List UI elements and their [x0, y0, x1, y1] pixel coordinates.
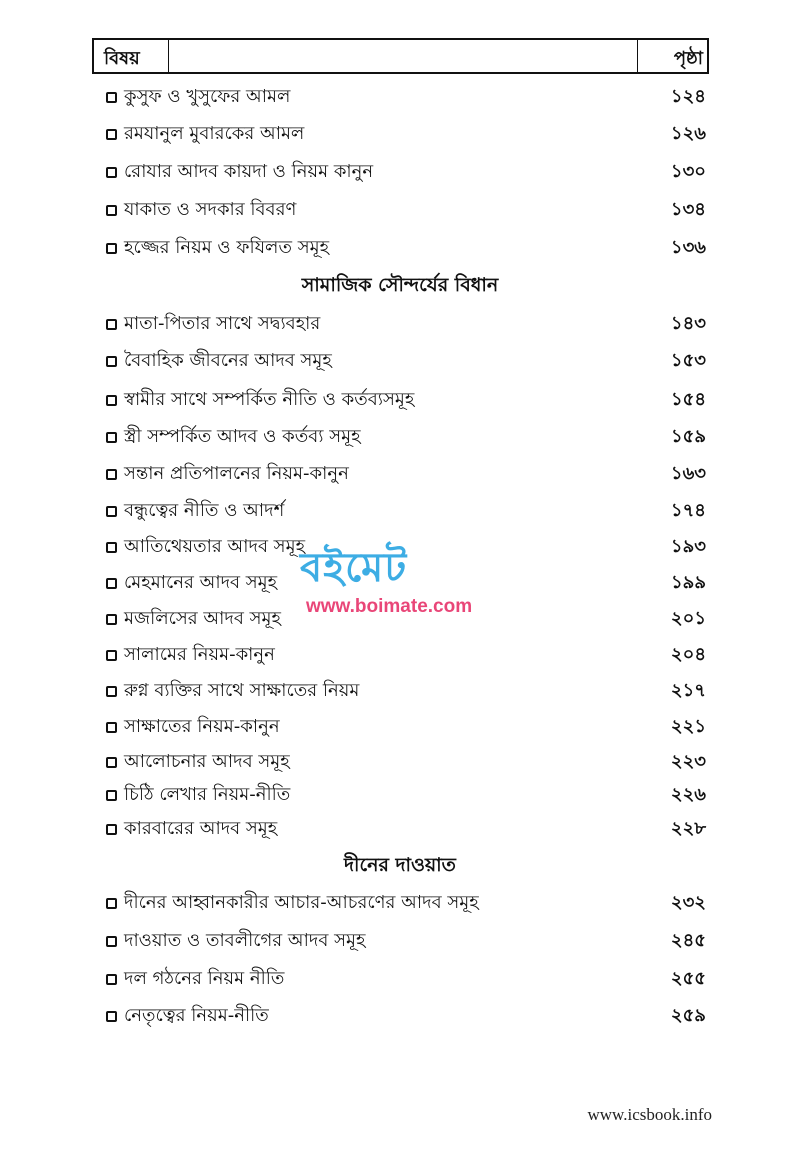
entry-title: দল গঠনের নিয়ম নীতি: [124, 967, 285, 989]
toc-entry[interactable]: [106, 496, 706, 526]
entry-page: ২২১: [670, 715, 706, 737]
entry-page: ২০৪: [670, 643, 706, 665]
checkbox-icon: [106, 469, 117, 480]
entry-title: সালামের নিয়ম-কানুন: [124, 643, 275, 665]
entry-page: ২৫৯: [670, 1004, 706, 1026]
entry-page: ২০১: [670, 607, 706, 629]
checkbox-icon: [106, 92, 117, 103]
checkbox-icon: [106, 722, 117, 733]
toc-entry[interactable]: [106, 926, 706, 956]
entry-page: ১৩৬: [670, 236, 706, 258]
entry-page: ২৫৫: [670, 967, 706, 989]
toc-entry[interactable]: [106, 309, 706, 339]
entry-page: ১২৬: [670, 122, 706, 144]
toc-entry[interactable]: [106, 195, 706, 225]
checkbox-icon: [106, 686, 117, 697]
page-header: পৃষ্ঠা: [673, 48, 703, 69]
checkbox-icon: [106, 432, 117, 443]
entry-title: নেতৃত্বের নিয়ম-নীতি: [124, 1004, 269, 1026]
entry-page: ১৯৯: [670, 571, 706, 593]
toc-entry[interactable]: [106, 346, 706, 376]
entry-page: ১৫৯: [670, 425, 706, 447]
checkbox-icon: [106, 974, 117, 985]
toc-entry[interactable]: [106, 82, 706, 112]
toc-entry[interactable]: [106, 888, 706, 918]
entry-title: বৈবাহিক জীবনের আদব সমূহ: [124, 349, 332, 371]
entry-title: হজ্জের নিয়ম ও ফযিলত সমূহ: [124, 236, 330, 258]
entry-title: দাওয়াত ও তাবলীগের আদব সমূহ: [124, 929, 366, 951]
checkbox-icon: [106, 578, 117, 589]
entry-title: রুগ্ন ব্যক্তির সাথে সাক্ষাতের নিয়ম: [124, 679, 360, 701]
checkbox-icon: [106, 167, 117, 178]
toc-entry[interactable]: [106, 422, 706, 452]
checkbox-icon: [106, 319, 117, 330]
entry-page: ১৯৩: [670, 535, 706, 557]
toc-entry[interactable]: [106, 157, 706, 187]
watermark-logo: বইমেট: [300, 545, 408, 591]
entry-page: ২২৬: [670, 783, 706, 805]
entry-title: আতিথেয়তার আদব সমূহ: [124, 535, 306, 557]
entry-page: ২২৮: [670, 817, 706, 839]
entry-title: রোযার আদব কায়দা ও নিয়ম কানুন: [124, 160, 374, 182]
section-heading-social: সামাজিক সৌন্দর্যের বিধান: [301, 274, 499, 296]
watermark: [300, 536, 520, 630]
section-heading-dawah: দীনের দাওয়াত: [344, 854, 456, 876]
entry-page: ১৭৪: [670, 499, 706, 521]
checkbox-icon: [106, 243, 117, 254]
entry-title: কুসুফ ও খুসুফের আমল: [124, 85, 291, 107]
entry-title: স্বামীর সাথে সম্পর্কিত নীতি ও কর্তব্যসমূহ: [124, 388, 415, 410]
entry-title: আলোচনার আদব সমূহ: [124, 750, 290, 772]
checkbox-icon: [106, 824, 117, 835]
entry-page: ১৩৪: [670, 198, 706, 220]
entry-title: মজলিসের আদব সমূহ: [124, 607, 281, 629]
checkbox-icon: [106, 898, 117, 909]
entry-title: মেহমানের আদব সমূহ: [124, 571, 278, 593]
entry-title: যাকাত ও সদকার বিবরণ: [124, 198, 297, 220]
toc-entry[interactable]: [106, 233, 706, 263]
toc-entry[interactable]: [106, 814, 706, 844]
entry-title: বন্ধুত্বের নীতি ও আদর্শ: [124, 499, 285, 521]
entry-page: ১৪৩: [670, 312, 706, 334]
entry-title: রমযানুল মুবারকের আমল: [124, 122, 305, 144]
checkbox-icon: [106, 506, 117, 517]
entry-title: সন্তান প্রতিপালনের নিয়ম-কানুন: [124, 462, 349, 484]
entry-page: ১২৪: [670, 85, 706, 107]
checkbox-icon: [106, 650, 117, 661]
entry-title: সাক্ষাতের নিয়ম-কানুন: [124, 715, 280, 737]
checkbox-icon: [106, 542, 117, 553]
checkbox-icon: [106, 790, 117, 801]
entry-title: চিঠি লেখার নিয়ম-নীতি: [124, 783, 291, 805]
toc-entry[interactable]: [106, 676, 706, 706]
watermark-url: www.boimate.com: [306, 596, 473, 617]
toc-entry[interactable]: [106, 119, 706, 149]
checkbox-icon: [106, 356, 117, 367]
toc-entry[interactable]: [106, 1001, 706, 1031]
entry-title: স্ত্রী সম্পর্কিত আদব ও কর্তব্য সমূহ: [124, 425, 361, 447]
entry-title: মাতা-পিতার সাথে সদ্ব্যবহার: [124, 312, 321, 334]
checkbox-icon: [106, 757, 117, 768]
entry-page: ২২৩: [670, 750, 706, 772]
toc-entry[interactable]: [106, 459, 706, 489]
subject-header: বিষয়: [104, 48, 140, 69]
toc-entry[interactable]: [106, 747, 706, 777]
checkbox-icon: [106, 614, 117, 625]
checkbox-icon: [106, 205, 117, 216]
checkbox-icon: [106, 1011, 117, 1022]
toc-entry[interactable]: [106, 712, 706, 742]
checkbox-icon: [106, 936, 117, 947]
toc-entry[interactable]: [106, 640, 706, 670]
entry-page: ১৫৪: [670, 388, 706, 410]
checkbox-icon: [106, 395, 117, 406]
entry-page: ২১৭: [670, 679, 706, 701]
toc-entry[interactable]: [106, 385, 706, 415]
entry-title: দীনের আহ্বানকারীর আচার-আচরণের আদব সমূহ: [124, 891, 479, 913]
entry-page: ২৪৫: [670, 929, 706, 951]
checkbox-icon: [106, 129, 117, 140]
entry-page: ২৩২: [670, 891, 706, 913]
toc-entry[interactable]: [106, 780, 706, 810]
entry-title: কারবারের আদব সমূহ: [124, 817, 278, 839]
entry-page: ১৫৩: [670, 349, 706, 371]
toc-entry[interactable]: [106, 964, 706, 994]
entry-page: ১৩০: [670, 160, 706, 182]
footer-url: www.icsbook.info: [587, 1105, 712, 1124]
entry-page: ১৬৩: [670, 462, 706, 484]
